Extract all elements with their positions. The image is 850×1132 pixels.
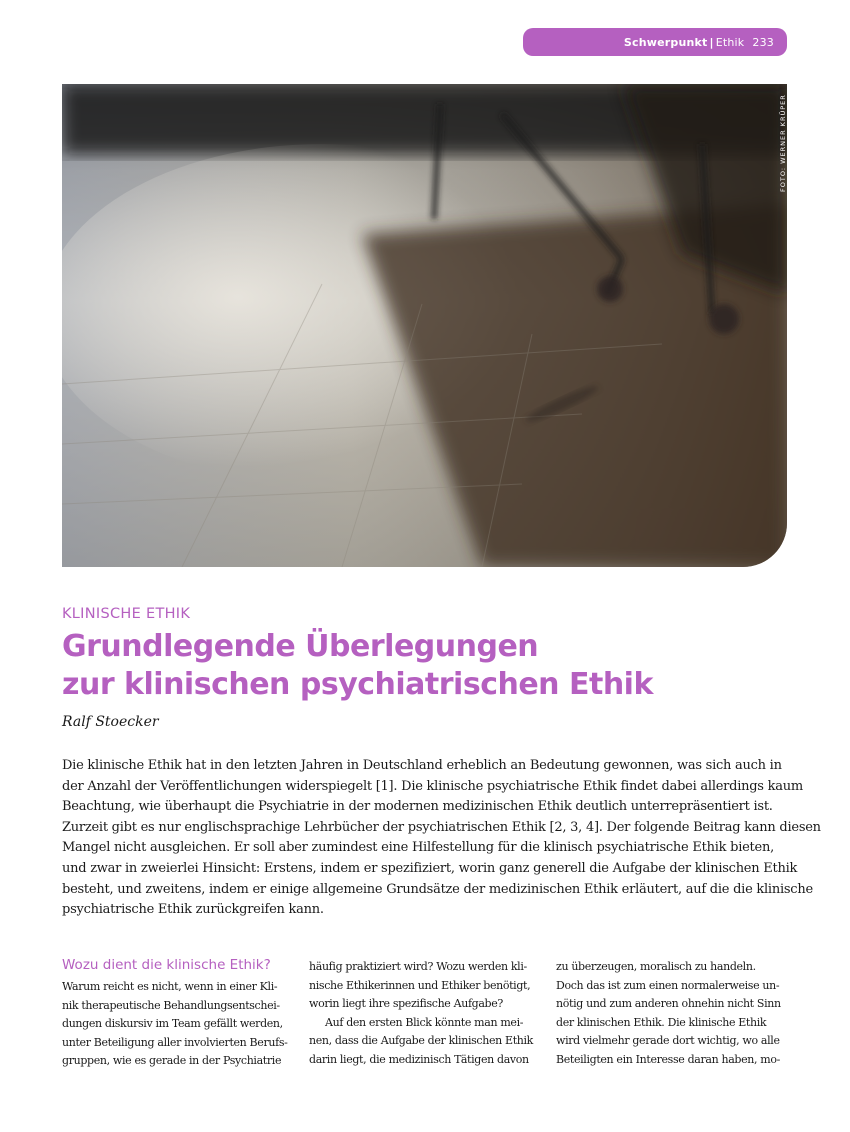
photo-illustration xyxy=(62,84,787,567)
article-title xyxy=(62,628,762,704)
lead-line: Beachtung, wie überhaupt die Psychiatrie in der modernen medizinischen Ethik deutlich unterrepräsentiert ist. xyxy=(62,799,773,815)
header-subsection: Ethik xyxy=(715,35,745,49)
body-line: worin liegt ihre spezifische Aufgabe? xyxy=(309,997,503,1011)
body-line: Beteiligten ein Interesse daran haben, mo- xyxy=(556,1052,781,1066)
lead-line: Mangel nicht ausgleichen. Er soll aber zumindest eine Hilfestellung für die klinisch psychiatrische Ethik bieten, xyxy=(62,840,774,856)
lead-line: besteht, und zweitens, indem er einige allgemeine Grundsätze der medizinischen Ethik erläutert, auf die die klinische xyxy=(62,881,813,897)
body-line: Warum reicht es nicht, wenn in einer Kli- xyxy=(62,980,278,993)
body-column-1 xyxy=(62,956,293,1071)
body-line: dungen diskursiv im Team gefällt werden, xyxy=(62,1017,283,1031)
photo-credit: FOTO: WERNER KRÜPER xyxy=(779,94,787,192)
body-line: Doch das ist zum einen normalerweise un- xyxy=(556,978,780,992)
body-line: nische Ethikerinnen und Ethiker benötigt, xyxy=(309,978,531,992)
body-line: gruppen, wie es gerade in der Psychiatrie xyxy=(62,1054,282,1068)
body-column-2 xyxy=(309,958,540,1070)
body-line: wird vielmehr gerade dort wichtig, wo alle xyxy=(556,1034,780,1048)
body-line: der klinischen Ethik. Die klinische Ethik xyxy=(556,1015,767,1029)
body-column-3 xyxy=(556,958,787,1070)
article-kicker: KLINISCHE ETHIK xyxy=(62,606,191,622)
body-line: zu überzeugen, moralisch zu handeln. xyxy=(556,960,756,973)
lead-line: psychiatrische Ethik zurückgreifen kann. xyxy=(62,902,324,918)
body-line: Auf den ersten Blick könnte man mei- xyxy=(325,1015,524,1029)
article-lead xyxy=(62,756,821,921)
running-header xyxy=(523,28,787,56)
body-line: nik therapeutische Behandlungsentschei- xyxy=(62,998,280,1012)
body-line: nen, dass die Aufgabe der klinischen Ethik xyxy=(309,1034,533,1048)
lead-line: der Anzahl der Veröffentlichungen widerspiegelt [1]. Die klinische psychiatrische Ethik findet dabei allerdings kaum xyxy=(62,778,803,794)
section-heading: Wozu dient die klinische Ethik? xyxy=(62,957,271,973)
lead-line: und zwar in zweierlei Hinsicht: Erstens, indem er spezifiziert, worin ganz generell die Aufgabe der klinischen Ethik xyxy=(62,860,798,876)
page-number: 233 xyxy=(752,35,774,49)
article-author: Ralf Stoecker xyxy=(62,714,159,730)
body-line: nötig und zum anderen ohnehin nicht Sinn xyxy=(556,997,781,1011)
lead-line: Zurzeit gibt es nur englischsprachige Lehrbücher der psychiatrischen Ethik [2, 3, 4]. Der folgende Beitrag kann diesen xyxy=(62,819,821,835)
lead-line: Die klinische Ethik hat in den letzten Jahren in Deutschland erheblich an Bedeutung gewonnen, was sich auch in xyxy=(62,758,782,773)
article-photo xyxy=(62,84,787,567)
body-line: darin liegt, die medizinisch Tätigen davon xyxy=(309,1052,529,1066)
body-line: unter Beteiligung aller involvierten Berufs- xyxy=(62,1035,288,1049)
title-line-1: Grundlegende Überlegungen xyxy=(62,629,539,664)
body-line: häufig praktiziert wird? Wozu werden kli- xyxy=(309,960,527,973)
title-line-2: zur klinischen psychiatrischen Ethik xyxy=(62,667,653,702)
header-section: Schwerpunkt xyxy=(623,35,708,49)
header-separator: | xyxy=(709,35,714,49)
